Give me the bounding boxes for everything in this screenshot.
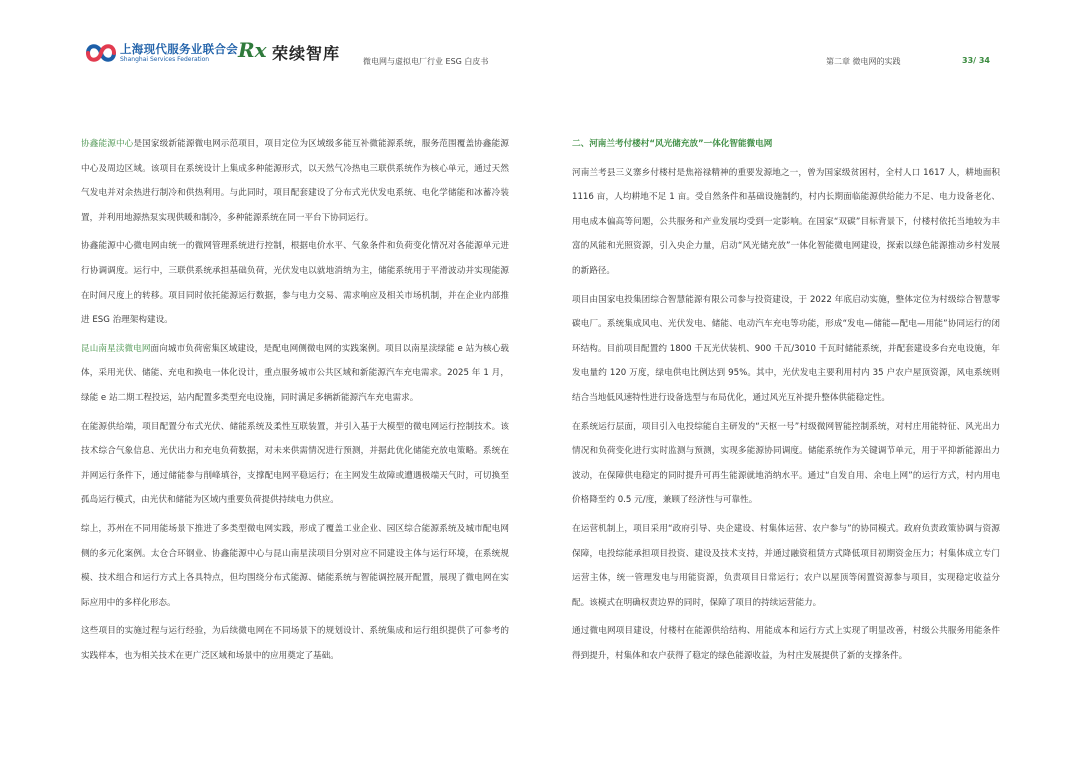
left-column — [81, 132, 509, 672]
rongxu-logo — [238, 38, 358, 66]
paragraph: 综上，苏州在不同用能场景下推进了多类型微电网实践，形成了覆盖工业企业、园区综合能源系统及城市配电网侧的多元化案例。太仓合环钢业、协鑫能源中心与昆山南星渎项目分别对应不同建设主体与运行环境，在系统规模、技术组合和运行方式上各具特点，但均围绕分布式能源、储能系统与智能调控展开配置，展现了微电网在实际应用中的多样化形态。 — [81, 523, 509, 608]
ssf-logo — [86, 40, 236, 66]
project-name-highlight: 昆山南星渎微电网 — [81, 343, 151, 354]
paragraph: 在运营机制上，项目采用“政府引导、央企建设、村集体运营、农户参与”的协同模式。政府负责政策协调与资源保障，电投综能承担项目投资、建设及技术支持，并通过融资租赁方式降低项目初期资金压力；村集体成立专门运营主体，统一管理发电与用能资源，负责项目日常运行；农户以屋顶等闲置资源参与项目，实现稳定收益分配。该模式在明确权责边界的同时，保障了项目的持续运营能力。 — [572, 523, 1000, 608]
right-column — [572, 132, 1000, 672]
chapter-title: 第二章 微电网的实践 — [826, 57, 901, 66]
document-title: 微电网与虚拟电厂行业 ESG 白皮书 — [363, 57, 489, 66]
paragraph: 通过微电网项目建设，付楼村在能源供给结构、用能成本和运行方式上实现了明显改善，村级公共服务用能条件得到提升，村集体和农户获得了稳定的绿色能源收益，为村庄发展提供了新的支撑条件。 — [572, 626, 1000, 661]
page-number: 33/ 34 — [962, 56, 990, 65]
paragraph: 在系统运行层面，项目引入电投综能自主研发的“天枢一号”村级微网智能控制系统，对村庄用能特征、风光出力情况和负荷变化进行实时监测与预测，实现多能源协同调度。储能系统作为关键调节单元，用于平抑新能源出力波动，在保障供电稳定的同时提升可再生能源就地消纳水平。通过“自发自用、余电上网”的运行方式，村内用电价格降至约 0.5 元/度，兼顾了经济性与可靠性。 — [572, 421, 1000, 506]
paragraph: 河南兰考县三义寨乡付楼村是焦裕禄精神的重要发源地之一，曾为国家级贫困村，全村人口 1617 人，耕地面积 1116 亩，人均耕地不足 1 亩。受自然条件和基础设施制约，村内长期面临能源供给能力不足、电力设备老化、用电成本偏高等问题，公共服务和产业发展均受到一定影响。在国家“双碳”目标背景下，付楼村依托当地较为丰富的风能和光照资源，引入央企力量，启动“风光储充放”一体化智能微电网建设，探索以绿色能源推动乡村发展的新路径。 — [572, 167, 1000, 276]
rongxu-logo-name: 荣续智库 — [272, 44, 341, 63]
paragraph: 协鑫能源中心是国家级新能源微电网示范项目，项目定位为区域级多能互补微能源系统，服务范围覆盖协鑫能源中心及周边区域。该项目在系统设计上集成多种能源形式，以天然气冷热电三联供系统作为核心单元，通过天然气发电并对余热进行制冷和供热利用。与此同时，项目配套建设了分布式光伏发电系统、电化学储能和冰蓄冷装置，并利用地源热泵实现供暖和制冷，多种能源系统在同一平台下协同运行。 — [81, 139, 509, 223]
rongxu-logo-mark: Rx — [238, 38, 267, 62]
page-header — [0, 0, 1080, 80]
paragraph: 这些项目的实施过程与运行经验，为后续微电网在不同场景下的规划设计、系统集成和运行组织提供了可参考的实践样本，也为相关技术在更广泛区域和场景中的应用奠定了基础。 — [81, 626, 509, 661]
paragraph: 项目由国家电投集团综合智慧能源有限公司参与投资建设，于 2022 年底启动实施，整体定位为村级综合智慧零碳电厂。系统集成风电、光伏发电、储能、电动汽车充电等功能，形成“发电—储能—配电—用能”协同运行的闭环结构。目前项目配置约 1800 千瓦光伏装机、900 千瓦/3010 千瓦时储能系统，并配套建设多台充电设施，年发电量约 120 万度，绿电供电比例达到 95%。其中，光伏发电主要利用村内 35 户农户屋顶资源，风电系统则结合当地低风速特性进行设备选型与布局优化，通过风光互补提升整体供能稳定性。 — [572, 294, 1000, 403]
paragraph: 昆山南星渎微电网面向城市负荷密集区域建设，是配电网侧微电网的实践案例。项目以南星渎绿能 e 站为核心载体，采用光伏、储能、充电和换电一体化设计，重点服务城市公共区域和新能源汽车充电需求。2025 年 1 月，绿能 e 站二期工程投运，站内配置多类型充电设施，同时满足多辆新能源汽车充电需求。 — [81, 343, 509, 403]
ssf-logo-english: Shanghai Services Federation — [120, 56, 210, 63]
paragraph: 在能源供给端，项目配置分布式光伏、储能系统及柔性互联装置，并引入基于大模型的微电网运行控制技术。该技术综合气象信息、光伏出力和充电负荷数据，对未来供需情况进行预测，并据此优化储能充放电策略。系统在并网运行条件下，通过储能参与削峰填谷，支撑配电网平稳运行；在主网发生故障或遭遇极端天气时，可切换至孤岛运行模式，由光伏和储能为区域内重要负荷提供持续电力供应。 — [81, 421, 509, 506]
section-heading: 二、河南兰考付楼村“风光储充放”一体化智能微电网 — [572, 139, 773, 149]
paragraph: 协鑫能源中心微电网由统一的微网管理系统进行控制，根据电价水平、气象条件和负荷变化情况对各能源单元进行协调调度。运行中，三联供系统承担基础负荷，光伏发电以就地消纳为主，储能系统用于平滑波动并实现能源在时间尺度上的转移。项目同时依托能源运行数据，参与电力交易、需求响应及相关市场机制，并在企业内部推进 ESG 治理架构建设。 — [81, 241, 509, 326]
ssf-logo-name: 上海现代服务业联合会 — [120, 42, 238, 56]
ssf-logo-icon — [86, 40, 116, 66]
project-name-highlight: 协鑫能源中心 — [81, 139, 134, 149]
